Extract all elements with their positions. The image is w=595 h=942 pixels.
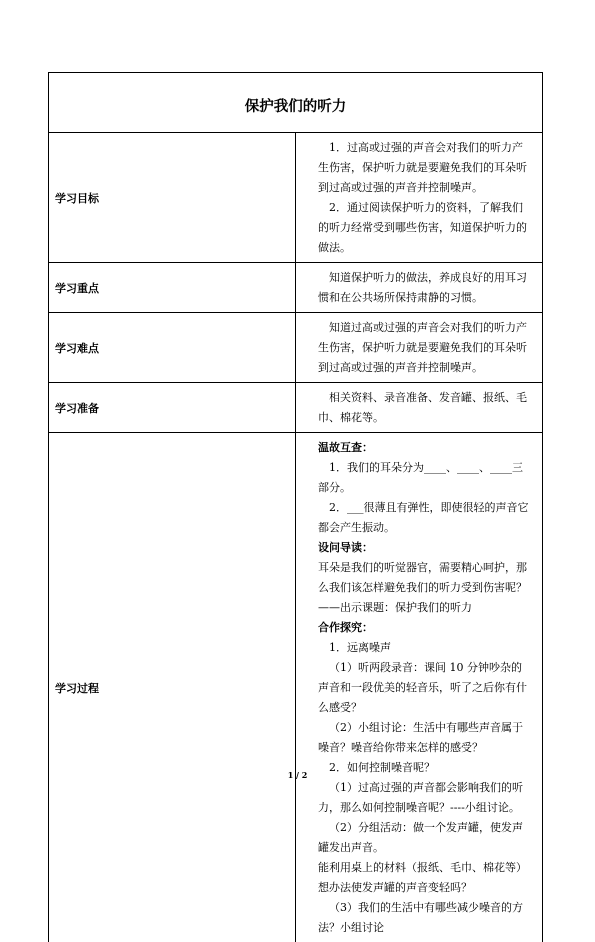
- review-heading: 温故互查：: [318, 438, 532, 458]
- explore-item-1-2: （2）小组讨论：生活中有哪些声音属于噪音？噪音给你带来怎样的感受？: [318, 718, 532, 758]
- preparation-label: 学习准备: [49, 383, 296, 433]
- explore-item-2-1: （1）过高过强的声音都会影响我们的听力，那么如何控制噪音呢？----小组讨论。: [318, 778, 532, 818]
- intro-heading: 设问导读：: [318, 538, 532, 558]
- objectives-content: [296, 133, 543, 263]
- explore-item-1-1: （1）听两段录音：课间 10 分钟吵杂的声音和一段优美的轻音乐，听了之后你有什么感受？: [318, 658, 532, 718]
- explore-item-2-4: （3）我们的生活中有哪些减少噪音的方法？小组讨论: [318, 898, 532, 938]
- intro-text: 耳朵是我们的听觉器官，需要精心呵护，那么我们该怎样避免我们的听力受到伤害呢？——出示课题：保护我们的听力: [318, 558, 532, 618]
- key-points-content: [296, 263, 543, 313]
- explore-item-1: 1．远离噪声: [318, 638, 532, 658]
- preparation-row: [49, 383, 543, 433]
- lesson-plan-table: [48, 72, 543, 942]
- review-question-1: 1．我们的耳朵分为____、____、____三部分。: [318, 458, 532, 498]
- page-number: 1 / 2: [0, 770, 595, 780]
- title-row: [49, 73, 543, 133]
- objectives-row: [49, 133, 543, 263]
- difficulties-content: [296, 313, 543, 383]
- explore-item-2-2: （2）分组活动：做一个发声罐，使发声罐发出声音。: [318, 818, 532, 858]
- difficulties-label: 学习难点: [49, 313, 296, 383]
- objective-item-2: 2．通过阅读保护听力的资料，了解我们的听力经常受到哪些伤害，知道保护听力的做法。: [318, 198, 532, 258]
- explore-item-2: 2．如何控制噪音呢？: [318, 758, 532, 778]
- process-row: [49, 433, 543, 942]
- process-label: 学习过程: [49, 433, 296, 942]
- explore-heading: 合作探究：: [318, 618, 532, 638]
- objectives-label: 学习目标: [49, 133, 296, 263]
- page-title: 保护我们的听力: [49, 89, 542, 116]
- title-cell: [49, 73, 543, 133]
- review-question-2: 2．___很薄且有弹性，即使很轻的声音它都会产生振动。: [318, 498, 532, 538]
- key-points-text: 知道保护听力的做法，养成良好的用耳习惯和在公共场所保持肃静的习惯。: [318, 268, 532, 308]
- objective-item-1: 1．过高或过强的声音会对我们的听力产生伤害，保护听力就是要避免我们的耳朵听到过高或过强的声音并控制噪声。: [318, 138, 532, 198]
- explore-item-2-3: 能利用桌上的材料（报纸、毛巾、棉花等）想办法使发声罐的声音变轻吗？: [318, 858, 532, 898]
- key-points-label: 学习重点: [49, 263, 296, 313]
- difficulties-row: [49, 313, 543, 383]
- process-content: [296, 433, 543, 942]
- preparation-text: 相关资料、录音准备、发音罐、报纸、毛巾、棉花等。: [318, 388, 532, 428]
- key-points-row: [49, 263, 543, 313]
- difficulties-text: 知道过高或过强的声音会对我们的听力产生伤害，保护听力就是要避免我们的耳朵听到过高或过强的声音并控制噪声。: [318, 318, 532, 378]
- preparation-content: [296, 383, 543, 433]
